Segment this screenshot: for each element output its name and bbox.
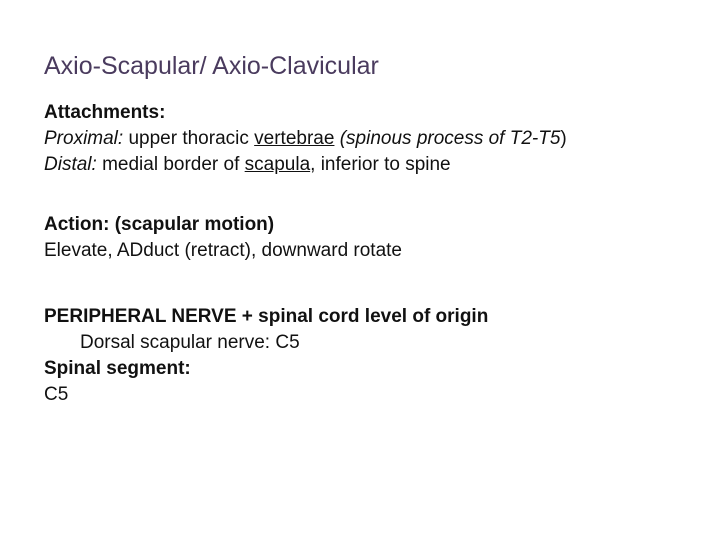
distal-label: Distal: [44, 154, 97, 175]
action-heading: Action: (scapular motion) [44, 214, 275, 235]
distal-text: medial border of [96, 154, 245, 175]
spacer [44, 264, 694, 304]
nerve-heading: PERIPHERAL NERVE + spinal cord level of origin [44, 306, 489, 327]
nerve-text: Dorsal scapular nerve: C5 [80, 332, 300, 353]
spacer [44, 178, 694, 212]
action-text: Elevate, ADduct (retract), downward rotate [44, 240, 402, 261]
attachments-heading: Attachments: [44, 102, 166, 123]
proximal-close: ) [560, 128, 567, 149]
slide-body [44, 100, 694, 408]
segment-heading: Spinal segment: [44, 358, 191, 379]
proximal-text: upper thoracic [123, 128, 255, 149]
proximal-line [44, 126, 694, 152]
distal-text-end: , inferior to spine [310, 154, 451, 175]
segment-value: C5 [44, 384, 69, 405]
proximal-label: Proximal: [44, 128, 124, 149]
scapula-link: scapula [244, 154, 311, 175]
slide-title: Axio-Scapular/ Axio-Clavicular [44, 52, 379, 80]
vertebrae-link: vertebrae [254, 128, 335, 149]
distal-line [44, 152, 694, 178]
proximal-detail: (spinous process of T2-T5 [339, 128, 561, 149]
